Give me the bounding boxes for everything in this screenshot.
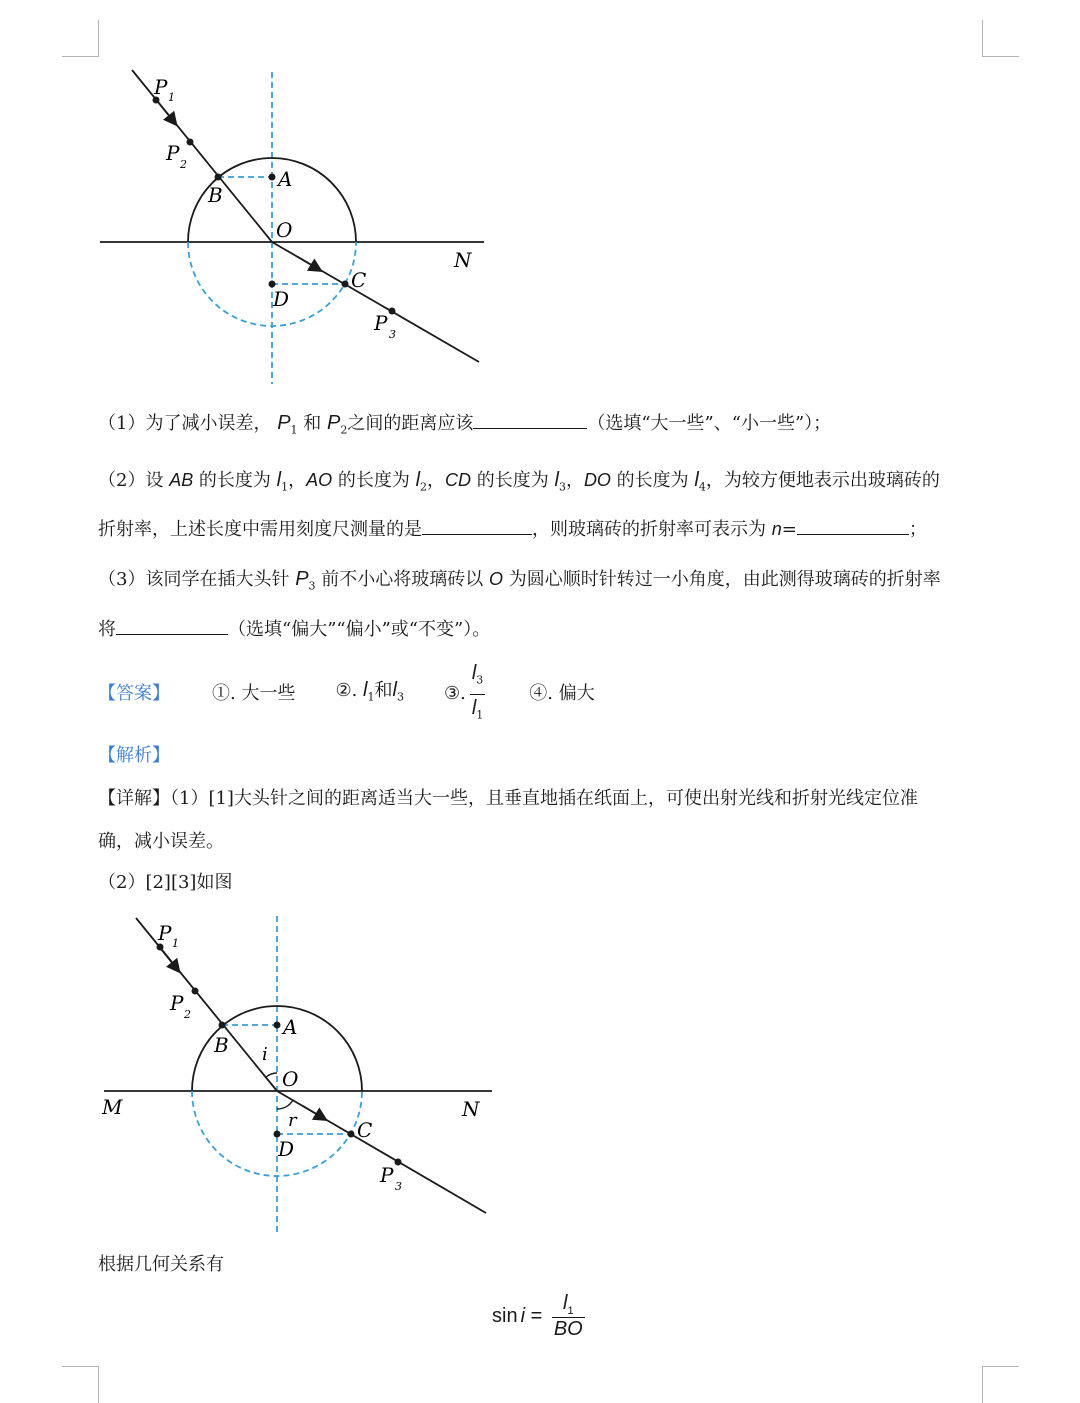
q3-text-1: （3）该同学在插大头针 <box>98 569 296 590</box>
q2-eq: = <box>781 519 797 540</box>
label-d: D <box>273 287 290 311</box>
point-c-dot <box>342 281 349 288</box>
question-3-line-2 <box>98 616 490 643</box>
label-n: N <box>462 1097 480 1121</box>
question-3-line-1 <box>98 566 941 600</box>
point-c-dot <box>348 1131 355 1138</box>
q3-o: O <box>488 569 503 589</box>
q2-l3-sub: 3 <box>558 480 566 494</box>
q2-l2-sub: 2 <box>420 480 428 494</box>
corner-mark-top-right <box>982 20 1019 57</box>
answer-4: ④. 偏大 <box>529 683 595 704</box>
question-1 <box>98 410 831 444</box>
analysis-tag: 【解析】 <box>98 745 170 766</box>
label-p1: P <box>158 921 172 945</box>
corner-mark-bottom-right <box>982 1366 1019 1403</box>
angle-r-arc <box>277 1100 293 1109</box>
refraction-diagram-1 <box>98 68 498 388</box>
answer-row <box>98 661 595 724</box>
pin-p2-dot <box>187 139 194 146</box>
label-p3: P <box>374 311 388 335</box>
q2-l4: l <box>694 469 699 491</box>
q2-text-4: 的长度为 <box>332 470 416 491</box>
q1-p2-sub: 2 <box>340 423 348 437</box>
label-n: N <box>454 248 472 272</box>
answer-3-prefix: ③. <box>443 683 466 704</box>
q2-l2: l <box>415 469 421 491</box>
label-c: C <box>351 268 367 292</box>
q1-prefix: （1）为了减小误差， <box>98 413 272 434</box>
q2-text-3: ， <box>288 470 307 491</box>
q2-l1: l <box>276 469 282 491</box>
point-b-dot <box>215 174 222 181</box>
answer-1: ①. 大一些 <box>212 683 296 704</box>
answer-2 <box>335 677 404 711</box>
q3-p3: P <box>295 568 309 590</box>
label-p3-sub: 3 <box>389 328 396 341</box>
label-b: B <box>208 183 223 207</box>
answer-3-denominator-sub: 1 <box>476 708 484 722</box>
q2-text-8: 的长度为 <box>610 470 695 491</box>
q2-ao: AO <box>306 470 333 490</box>
q3-p3-sub: 3 <box>308 579 316 593</box>
point-a-dot <box>269 174 276 181</box>
label-p3: P <box>380 1163 394 1187</box>
q2-text-6: 的长度为 <box>471 470 555 491</box>
answer-2-l1-sub: 1 <box>367 690 375 704</box>
angle-i-arc <box>266 1073 277 1077</box>
q3-line2-a: 将 <box>98 619 116 640</box>
detail-tag: 【详解】 <box>98 788 170 809</box>
corner-mark-top-left <box>62 20 99 57</box>
incident-ray <box>132 70 272 242</box>
label-p2: P <box>170 991 184 1015</box>
formula-sin: sin <box>492 1304 518 1327</box>
detail-line-2: 确，减小误差。 <box>98 831 224 852</box>
q2-text-1: （2）设 <box>98 470 170 491</box>
answer-2-l1: l <box>363 679 368 702</box>
q2-text-7: ， <box>565 470 584 491</box>
formula-denominator: BO <box>553 1317 583 1340</box>
q2-blank-index[interactable] <box>797 516 909 535</box>
label-r: r <box>288 1110 297 1131</box>
label-p2: P <box>166 141 180 165</box>
q2-text-9: ，为较方便地表示出玻璃砖的 <box>705 470 940 491</box>
label-p1-sub: 1 <box>168 91 175 104</box>
q1-suffix: （选填“大一些”、“小一些”）； <box>587 413 832 434</box>
q1-answer-blank[interactable] <box>473 410 587 429</box>
q2-line2-b: ，则玻璃砖的折射率可表示为 <box>532 519 772 540</box>
detail-text-1: （1）[1]大头针之间的距离适当大一些，且垂直地插在纸面上，可使出射光线和折射光线定位准 <box>170 788 918 809</box>
answer-3-fraction <box>470 660 485 728</box>
formula-i: i <box>520 1304 526 1327</box>
q1-p1-sub: 1 <box>290 423 298 437</box>
refracted-arrow <box>298 257 318 269</box>
q2-cd: CD <box>445 470 472 490</box>
formula-equals: = <box>525 1304 548 1327</box>
label-a: A <box>278 167 293 191</box>
q2-l3: l <box>554 469 559 491</box>
label-p1-sub: 1 <box>172 937 179 950</box>
q2-ab: AB <box>169 470 194 490</box>
q2-l1-sub: 1 <box>281 480 289 494</box>
label-o: O <box>282 1067 299 1091</box>
answer-3-numerator-sub: 3 <box>476 673 484 687</box>
geometry-text: 根据几何关系有 <box>98 1254 224 1275</box>
label-o: O <box>276 218 293 242</box>
q3-text-3: 为圆心顺时针转过一小角度，由此测得玻璃砖的折射率 <box>503 569 941 590</box>
question-2-line-2 <box>98 516 927 543</box>
label-m: M <box>102 1095 123 1119</box>
q3-answer-blank[interactable] <box>116 616 228 635</box>
label-p3-sub: 3 <box>395 1180 402 1193</box>
answer-3-denominator: l <box>471 696 477 719</box>
q2-n: n <box>771 519 782 539</box>
part-2-heading: （2）[2][3]如图 <box>98 872 233 893</box>
label-p1: P <box>154 75 168 99</box>
answer-2-prefix: ②. <box>335 680 364 702</box>
answer-2-l3: l <box>392 679 397 702</box>
point-a-dot <box>274 1022 281 1029</box>
pin-p3-dot <box>389 308 396 315</box>
refraction-diagram-2 <box>98 914 498 1234</box>
q3-text-2: 前不小心将玻璃砖以 <box>315 569 489 590</box>
pin-p2-dot <box>192 988 199 995</box>
formula-numerator: l <box>562 1291 568 1314</box>
label-c: C <box>357 1118 373 1142</box>
answer-tag: 【答案】 <box>98 683 170 704</box>
answer-2-l3-sub: 3 <box>396 690 404 704</box>
refracted-arrow <box>303 1106 323 1118</box>
q2-end: ； <box>908 519 927 540</box>
question-2-line-1 <box>98 467 940 501</box>
detail-line-1 <box>98 786 918 812</box>
q2-do: DO <box>583 470 611 490</box>
q2-text-5: ， <box>427 470 446 491</box>
formula-numerator-sub: 1 <box>567 1304 574 1317</box>
q2-line2-a: 折射率，上述长度中需用刻度尺测量的是 <box>98 519 422 540</box>
label-p2-sub: 2 <box>180 158 187 171</box>
q1-p1: P <box>277 412 291 434</box>
q1-and: 和 <box>303 413 322 434</box>
q3-line2-b: （选填“偏大”“偏小”或“不变”）。 <box>228 619 491 640</box>
label-p2-sub: 2 <box>184 1008 191 1021</box>
point-b-dot <box>219 1022 226 1029</box>
label-a: A <box>283 1015 298 1039</box>
label-d: D <box>278 1137 295 1161</box>
answer-3-numerator: l <box>471 661 477 684</box>
q1-middle: 之间的距离应该 <box>347 413 474 434</box>
q2-blank-measure[interactable] <box>422 516 532 535</box>
sin-i-formula <box>492 1288 589 1344</box>
q2-text-2: 的长度为 <box>193 470 277 491</box>
q1-p2: P <box>327 412 341 434</box>
formula-fraction <box>552 1292 585 1341</box>
pin-p3-dot <box>395 1159 402 1166</box>
answer-3 <box>444 660 489 728</box>
corner-mark-bottom-left <box>62 1366 99 1403</box>
incident-arrow <box>161 949 177 969</box>
q2-l4-sub: 4 <box>698 480 706 494</box>
label-i: i <box>262 1044 268 1065</box>
incident-arrow <box>158 102 174 122</box>
answer-2-and: 和 <box>374 680 393 702</box>
label-b: B <box>214 1033 229 1057</box>
